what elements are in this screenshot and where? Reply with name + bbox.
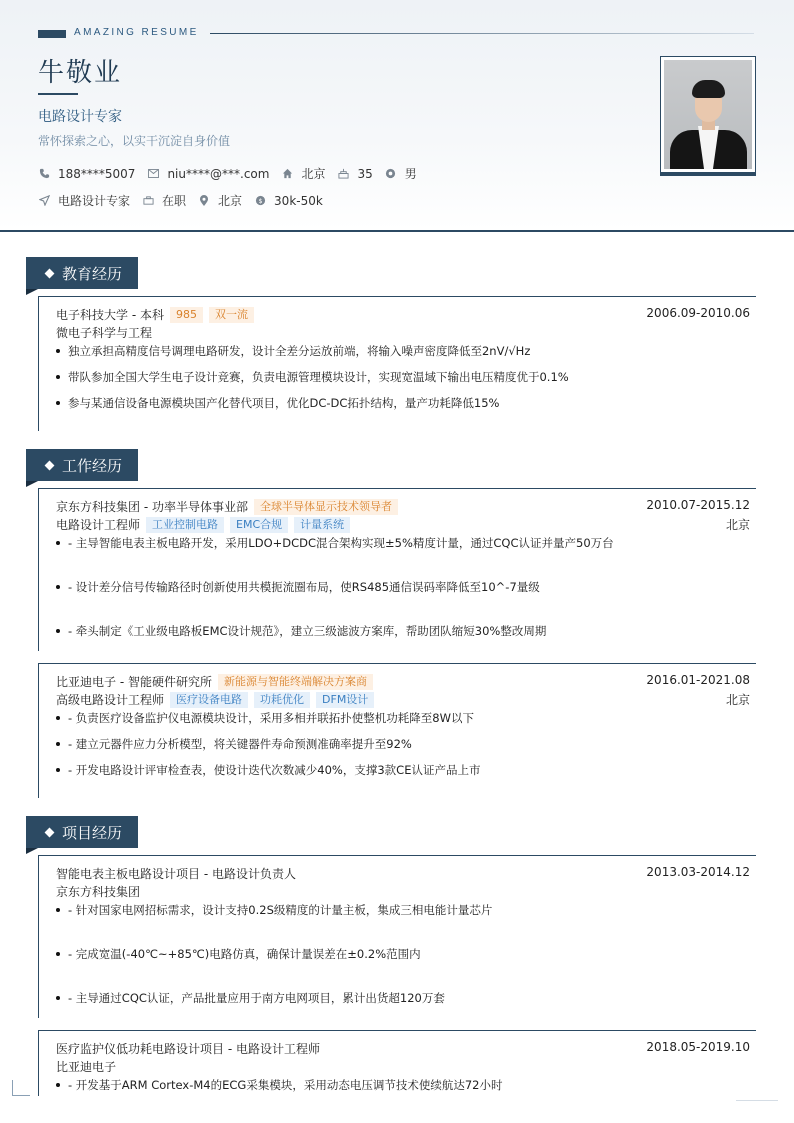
phone-item bbox=[38, 167, 135, 181]
hometown-item bbox=[281, 165, 325, 182]
list-item: - 针对国家电网招标需求，设计支持0.2S级精度的计量主板，集成三相电能计量芯片 bbox=[56, 902, 492, 918]
money-icon bbox=[254, 195, 266, 207]
company-badge: 全球半导体显示技术领导者 bbox=[254, 499, 398, 515]
hometown-value: 北京 bbox=[301, 167, 326, 181]
target-city-value: 北京 bbox=[218, 194, 243, 208]
project-org: 比亚迪电子 bbox=[56, 1060, 117, 1074]
list-item: 带队参加全国大学生电子设计竞赛，负责电源管理模块设计，实现宽温域下输出电压精度优于0.1% bbox=[56, 369, 569, 385]
candidate-name: 牛敬业 bbox=[38, 58, 123, 88]
email-icon bbox=[147, 168, 159, 180]
name-underline bbox=[38, 93, 78, 95]
location-pin-icon bbox=[198, 195, 210, 207]
project-name: 智能电表主板电路设计项目 - 电路设计负责人 bbox=[56, 867, 296, 881]
phone-value: 188****5007 bbox=[58, 166, 136, 181]
list-item: 参与某通信设备电源模块国产化替代项目，优化DC-DC拓扑结构，量产功耗降低15% bbox=[56, 395, 499, 411]
project-org: 京东方科技集团 bbox=[56, 885, 141, 899]
phone-icon bbox=[38, 168, 50, 180]
brand-line bbox=[210, 33, 754, 34]
gender-icon bbox=[385, 168, 397, 180]
send-icon bbox=[38, 195, 50, 207]
profile-photo bbox=[664, 60, 752, 169]
gender-value: 男 bbox=[404, 167, 417, 181]
brand-row bbox=[38, 28, 754, 40]
project-entry bbox=[38, 1030, 756, 1096]
list-item: - 主导智能电表主板电路开发，采用LDO+DCDC混合架构实现±5%精度计量，通过CQC认证并量产50万台 bbox=[56, 535, 614, 551]
diamond-icon bbox=[45, 460, 55, 470]
salary-value: 30k-50k bbox=[274, 193, 323, 208]
email-item bbox=[147, 167, 269, 181]
skill-tag: 功耗优化 bbox=[254, 692, 310, 708]
status-item bbox=[142, 192, 186, 209]
work-date: 2016.01-2021.08 bbox=[646, 673, 750, 687]
work-company: 京东方科技集团 - 功率半导体事业部 全球半导体显示技术领导者 bbox=[56, 498, 398, 515]
work-title-row: 电路设计工程师 工业控制电路 EMC合规 计量系统 bbox=[56, 516, 350, 533]
education-section-header: 教育经历 bbox=[26, 257, 138, 289]
project-date: 2018.05-2019.10 bbox=[646, 1040, 750, 1054]
project-entry bbox=[38, 855, 756, 1018]
target-position-item bbox=[38, 192, 130, 209]
salary-item bbox=[254, 194, 323, 208]
page-corner-line bbox=[736, 1100, 778, 1101]
work-company: 比亚迪电子 - 智能硬件研究所 新能源与智能终端解决方案商 bbox=[56, 673, 373, 690]
list-item: - 负责医疗设备监护仪电源模块设计，采用多相并联拓扑使整机功耗降至8W以下 bbox=[56, 710, 474, 726]
tag-badge: 985 bbox=[170, 307, 203, 323]
list-item: - 设计差分信号传输路径时创新使用共模扼流圈布局，使RS485通信误码率降低至10^-7量级 bbox=[56, 579, 540, 595]
diamond-icon bbox=[45, 827, 55, 837]
list-item: - 建立元器件应力分析模型，将关键器件寿命预测准确率提升至92% bbox=[56, 736, 412, 752]
list-item: - 完成宽温(-40℃~+85℃)电路仿真，确保计量误差在±0.2%范围内 bbox=[56, 946, 421, 962]
skill-tag: EMC合规 bbox=[230, 517, 288, 533]
work-title-row: 高级电路设计工程师 医疗设备电路 功耗优化 DFM设计 bbox=[56, 691, 374, 708]
work-entry bbox=[38, 488, 756, 651]
skill-tag: 工业控制电路 bbox=[146, 517, 224, 533]
project-name: 医疗监护仪低功耗电路设计项目 - 电路设计工程师 bbox=[56, 1042, 320, 1056]
email-value: niu****@***.com bbox=[167, 166, 270, 181]
skill-tag: DFM设计 bbox=[316, 692, 374, 708]
status-value: 在职 bbox=[162, 194, 187, 208]
job-intent-row bbox=[38, 192, 335, 209]
page-corner-mark bbox=[12, 1080, 30, 1096]
list-item: - 开发电路设计评审检查表，使设计迭代次数减少40%，支撑3款CE认证产品上市 bbox=[56, 762, 480, 778]
education-date: 2006.09-2010.06 bbox=[646, 306, 750, 320]
candidate-role: 电路设计专家 bbox=[38, 109, 122, 125]
skill-tag: 医疗设备电路 bbox=[170, 692, 248, 708]
candidate-motto: 常怀探索之心，以实干沉淀自身价值 bbox=[38, 134, 231, 148]
work-section-header: 工作经历 bbox=[26, 449, 138, 481]
list-item: - 主导通过CQC认证，产品批量应用于南方电网项目，累计出货超120万套 bbox=[56, 990, 445, 1006]
gender-item bbox=[385, 165, 417, 182]
work-entry bbox=[38, 663, 756, 798]
contact-row bbox=[38, 165, 429, 182]
briefcase-icon bbox=[142, 195, 154, 207]
svg-text:$: $ bbox=[258, 196, 263, 205]
project-section-header: 项目经历 bbox=[26, 816, 138, 848]
education-school: 电子科技大学 - 本科 985 双一流 bbox=[56, 306, 254, 323]
target-city-item bbox=[198, 192, 242, 209]
cake-icon bbox=[337, 168, 349, 180]
profile-photo-frame bbox=[660, 56, 756, 173]
brand-text: AMAZING RESUME bbox=[74, 27, 199, 38]
list-item: - 牵头制定《工业级电路板EMC设计规范》，建立三级滤波方案库，帮助团队缩短30%整改周期 bbox=[56, 623, 546, 639]
education-major: 微电子科学与工程 bbox=[56, 326, 153, 340]
company-badge: 新能源与智能终端解决方案商 bbox=[218, 674, 373, 690]
diamond-icon bbox=[45, 268, 55, 278]
target-position-value: 电路设计专家 bbox=[58, 194, 131, 208]
work-location: 北京 bbox=[725, 693, 750, 707]
skill-tag: 计量系统 bbox=[294, 517, 350, 533]
age-item bbox=[337, 167, 372, 181]
brand-bar bbox=[38, 30, 66, 38]
tag-badge: 双一流 bbox=[209, 307, 254, 323]
home-icon bbox=[281, 168, 293, 180]
education-entry bbox=[38, 296, 756, 431]
work-date: 2010.07-2015.12 bbox=[646, 498, 750, 512]
list-item: 独立承担高精度信号调理电路研发，设计全差分运放前端，将输入噪声密度降低至2nV/√Hz bbox=[56, 343, 530, 359]
project-date: 2013.03-2014.12 bbox=[646, 865, 750, 879]
list-item: - 开发基于ARM Cortex-M4的ECG采集模块，采用动态电压调节技术使续航达72小时 bbox=[56, 1077, 502, 1093]
work-location: 北京 bbox=[725, 518, 750, 532]
age-value: 35 bbox=[357, 166, 373, 181]
